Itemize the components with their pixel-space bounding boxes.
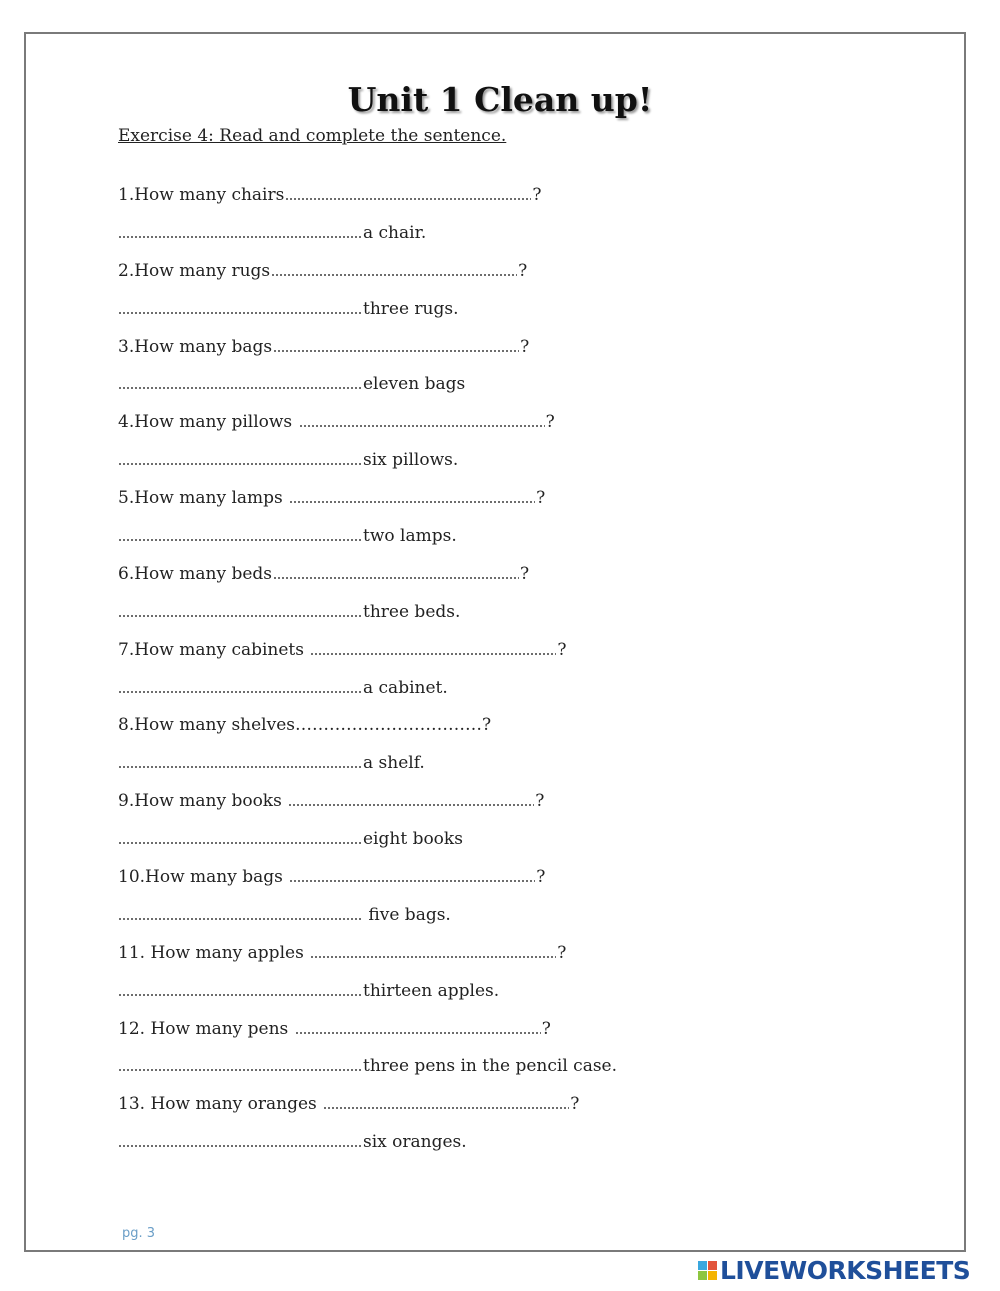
question-text: 1.How many chairs xyxy=(118,185,285,205)
answer-text: five bags. xyxy=(363,904,451,925)
question-text: 9.How many books xyxy=(118,791,288,812)
answer-blank[interactable] xyxy=(118,842,362,844)
answer-line xyxy=(118,675,878,713)
answer-blank[interactable] xyxy=(118,766,362,768)
answer-text: three beds. xyxy=(363,601,461,622)
answer-blank[interactable] xyxy=(118,387,362,389)
question-mark: ? xyxy=(557,639,567,660)
question-line xyxy=(118,1016,878,1054)
answer-line xyxy=(118,523,878,561)
answer-blank[interactable] xyxy=(118,539,362,541)
question-mark: ? xyxy=(536,488,546,509)
question-text: 4.How many pillows xyxy=(118,412,298,433)
answer-line xyxy=(118,599,878,637)
answer-text: a cabinet. xyxy=(363,677,448,698)
answer-line xyxy=(118,826,878,864)
question-line xyxy=(118,334,878,372)
question-text: 6.How many beds xyxy=(118,563,272,584)
question-text: 2.How many rugs xyxy=(118,260,271,281)
answer-text: a shelf. xyxy=(363,753,425,774)
answer-blank[interactable] xyxy=(118,1069,362,1071)
answer-blank[interactable] xyxy=(118,312,362,314)
answer-blank[interactable] xyxy=(285,198,531,200)
answer-text: a chair. xyxy=(363,222,427,243)
question-mark: ? xyxy=(545,412,555,433)
question-line xyxy=(118,940,878,978)
question-line xyxy=(118,637,878,675)
answer-blank[interactable] xyxy=(295,1032,541,1034)
question-text: 10.How many bags xyxy=(118,867,289,888)
page-number: pg. 3 xyxy=(122,1226,156,1241)
logo-text: LIVEWORKSHEETS xyxy=(720,1256,971,1285)
question-line xyxy=(118,409,878,447)
question-mark: ? xyxy=(536,867,546,888)
question-text: 3.How many bags xyxy=(118,336,273,357)
answer-line xyxy=(118,447,878,485)
question-text: 7.How many cabinets xyxy=(118,639,310,660)
answer-blank[interactable] xyxy=(118,994,362,996)
question-mark: ? xyxy=(518,260,528,281)
answer-blank[interactable] xyxy=(273,350,519,352)
answer-line xyxy=(118,750,878,788)
question-line xyxy=(118,485,878,523)
question-line xyxy=(118,258,878,296)
answer-text: three pens in the pencil case. xyxy=(363,1056,618,1077)
question-mark: ? xyxy=(535,791,545,812)
answer-line xyxy=(118,371,878,409)
answer-line xyxy=(118,296,878,334)
answer-line xyxy=(118,902,878,940)
question-line xyxy=(118,712,878,750)
answer-line xyxy=(118,1129,878,1167)
liveworksheets-logo xyxy=(698,1256,970,1285)
answer-blank[interactable] xyxy=(118,918,362,920)
answer-line xyxy=(118,220,878,258)
answer-blank[interactable] xyxy=(299,425,545,427)
question-mark: ? xyxy=(520,336,530,357)
question-line xyxy=(118,561,878,599)
question-mark: ? xyxy=(532,185,542,205)
answer-blank[interactable] xyxy=(289,501,535,503)
answer-text: six oranges. xyxy=(363,1132,467,1153)
answer-blank[interactable] xyxy=(273,577,519,579)
answer-blank[interactable] xyxy=(310,956,556,958)
question-text: 5.How many lamps xyxy=(118,488,289,509)
logo-square-yellow xyxy=(708,1271,717,1280)
answer-blank[interactable] xyxy=(118,1145,362,1147)
question-mark: ? xyxy=(520,563,530,584)
question-text: 13. How many oranges xyxy=(118,1094,323,1115)
answer-text: eleven bags xyxy=(363,374,466,395)
answer-blank[interactable] xyxy=(271,274,517,276)
question-line xyxy=(118,1091,878,1129)
answer-blank[interactable] xyxy=(310,653,556,655)
answer-blank[interactable] xyxy=(118,691,362,693)
question-mark: ? xyxy=(570,1094,580,1115)
question-mark: ? xyxy=(482,715,492,736)
exercise-list xyxy=(118,182,878,1167)
logo-square-red xyxy=(708,1261,717,1270)
logo-icon xyxy=(698,1261,717,1280)
question-mark: ? xyxy=(557,942,567,963)
answer-blank[interactable] xyxy=(288,804,534,806)
question-line xyxy=(118,182,878,220)
question-mark: ? xyxy=(541,1018,551,1039)
answer-text: three rugs. xyxy=(363,298,459,319)
logo-square-blue xyxy=(698,1261,707,1270)
worksheet-title: Unit 1 Clean up! xyxy=(347,80,653,119)
answer-text: two lamps. xyxy=(363,526,457,547)
logo-square-green xyxy=(698,1271,707,1280)
answer-text: eight books xyxy=(363,829,463,850)
answer-line xyxy=(118,978,878,1016)
exercise-instruction: Exercise 4: Read and complete the sentence. xyxy=(118,126,507,146)
answer-text: six pillows. xyxy=(363,450,459,471)
answer-blank[interactable] xyxy=(118,236,362,238)
question-text: 11. How many apples xyxy=(118,942,310,963)
answer-text: thirteen apples. xyxy=(363,980,500,1001)
answer-blank[interactable] xyxy=(118,463,362,465)
question-text[interactable]: 8.How many shelves…………………………… xyxy=(118,715,483,736)
answer-blank[interactable] xyxy=(118,615,362,617)
answer-blank[interactable] xyxy=(323,1107,569,1109)
question-text: 12. How many pens xyxy=(118,1018,294,1039)
question-line xyxy=(118,864,878,902)
question-line xyxy=(118,788,878,826)
answer-line xyxy=(118,1053,878,1091)
answer-blank[interactable] xyxy=(289,880,535,882)
